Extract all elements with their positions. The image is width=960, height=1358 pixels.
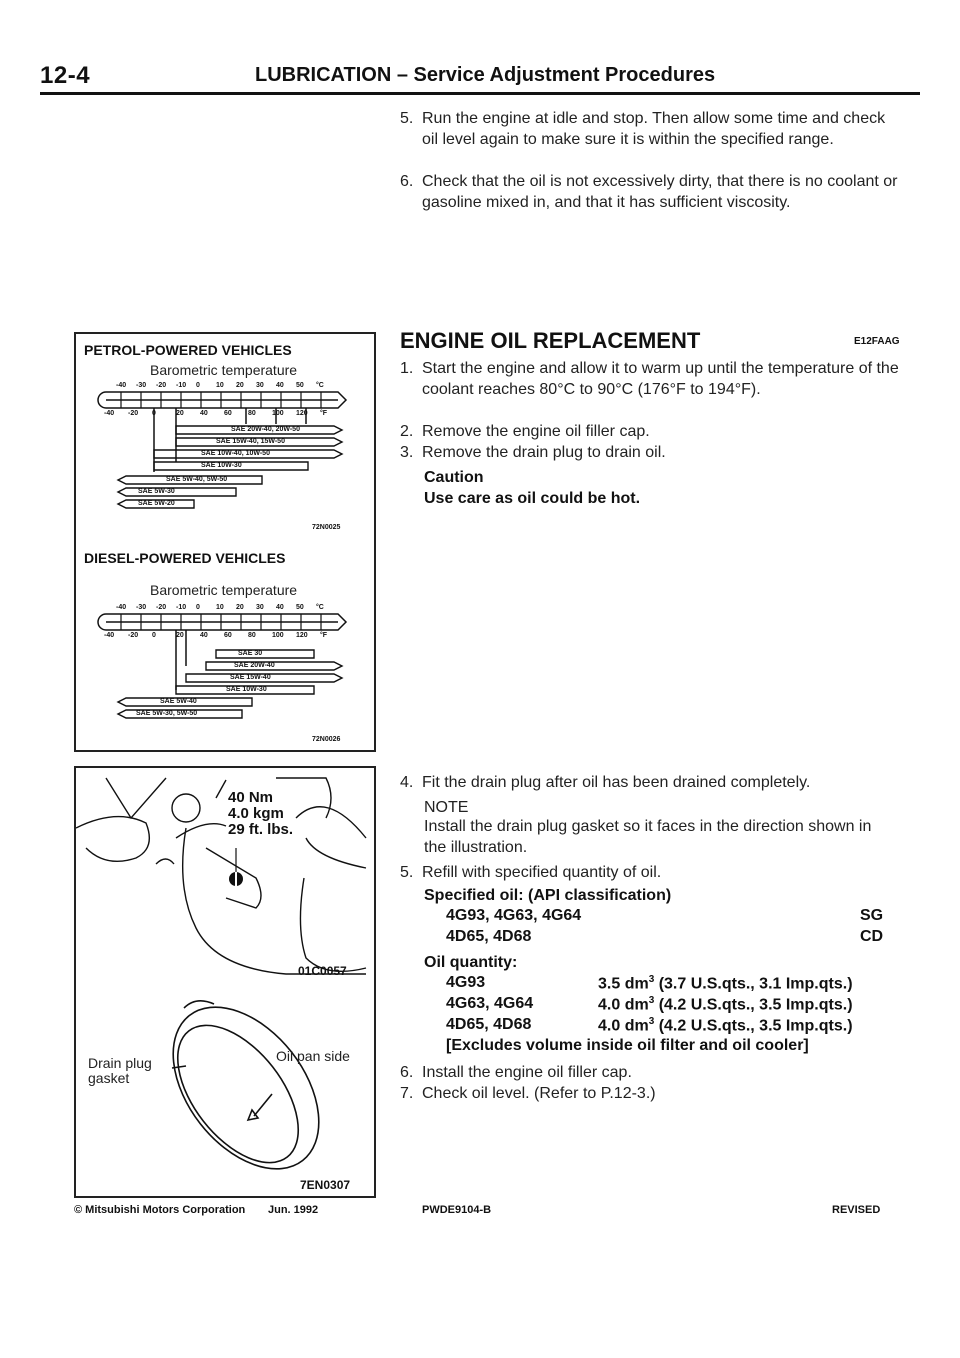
footer-status: REVISED [832,1204,881,1216]
petrol-title: PETROL-POWERED VEHICLES [84,342,292,358]
step-number: 5. [400,110,414,127]
step-number: 6. [400,1064,414,1081]
step-5-top [400,108,900,150]
drain-plug-illustration [76,768,374,1196]
diesel-grade-label: SAE 20W-40 [234,662,275,669]
qty-value [598,995,853,1014]
step-number: 5. [400,864,414,881]
step-number: 6. [400,173,414,190]
step-text: Check that the oil is not excessively dirty, that there is no coolant or gasoline mixed in, and that it has sufficient viscosity. [422,173,898,211]
petrol-grade-label: SAE 5W-20 [138,500,175,507]
scale-tick-label: -30 [136,382,147,389]
qty-value [598,1016,853,1035]
scale-tick-label: 0 [152,632,156,639]
scale-tick-label: -20 [156,382,167,389]
spec-heading: Specified oil: (API classification) [424,887,672,904]
scale-tick-label: 0 [196,382,200,389]
step-text: Start the engine and allow it to warm up until the temperature of the coolant reaches 80°C to 90°C (176°F to 194°F). [422,360,899,398]
scale-tick-label: 10 [216,382,224,389]
note-text: Install the drain plug gasket so it faces in the direction shown in the illustration. [424,818,872,856]
qty-detail: (4.2 U.S.qts., 3.5 Imp.qts.) [658,996,853,1014]
scale-tick-label: 20 [236,382,244,389]
label-line: gasket [88,1070,130,1086]
qty-amount: 4.0 dm [598,1017,649,1035]
petrol-grade-label: SAE 10W-30 [201,462,242,469]
qty-amount: 3.5 dm [598,975,649,993]
replace-step-3 [400,442,900,463]
scale-tick-label: -10 [176,604,187,611]
petrol-bar-6 [118,488,236,496]
scale-tick-label: 100 [272,410,284,417]
scale-tick-label: 50 [296,382,304,389]
qty-engines: 4D65, 4D68 [446,1016,532,1033]
scale-tick-label: -40 [104,410,115,417]
step-number: 4. [400,774,414,791]
scale-tick-label: 80 [248,410,256,417]
diesel-subtitle: Barometric temperature [150,582,298,598]
note-heading: NOTE [424,799,469,816]
scale-tick-label: 40 [276,604,284,611]
header-rule [40,92,920,95]
scale-tick-label: 120 [296,410,308,417]
qty-amount: 4.0 dm [598,996,649,1014]
label-drain-plug-gasket [88,1056,152,1086]
oil-pan-flange [296,807,366,868]
step-text: Refill with specified quantity of oil. [422,864,662,881]
step-number: 2. [400,423,414,440]
scale-tick-label: 40 [276,382,284,389]
replace-step-1 [400,358,900,400]
step-5 [400,862,900,883]
label-line: Drain plug [88,1055,152,1071]
drain-plug-panel [74,766,376,1198]
spec-grade: CD [860,928,884,945]
step-text: Remove the engine oil filler cap. [422,423,650,440]
torque-ftlbs: 29 ft. lbs. [228,821,294,838]
scale-tick-label: 80 [248,632,256,639]
scale-tick-label: 120 [296,632,308,639]
page-title: LUBRICATION – Service Adjustment Procedures [255,64,716,86]
diesel-grade-label: SAE 30 [238,650,263,657]
diesel-grade-label: SAE 5W-40 [160,698,197,705]
scale-tick-label: 40 [200,410,208,417]
step-number: 1. [400,360,414,377]
diesel-chart-svg [76,596,374,746]
diesel-bar-1 [216,650,314,658]
qty-unit-exponent: 3 [648,995,655,1006]
scale-tick-label: °C [316,604,324,611]
section-code: E12FAAG [854,336,900,347]
label-oil-pan-side: Oil pan side [276,1048,350,1064]
scale-tick-label: -40 [116,382,127,389]
caution-text: Use care as oil could be hot. [424,490,641,507]
scale-tick-label: 30 [256,382,264,389]
arrow-head-oilpan [248,1110,258,1120]
footer-copyright: © Mitsubishi Motors Corporation [74,1204,246,1216]
step-text: Fit the drain plug after oil has been drained completely. [422,774,811,791]
qty-detail: (4.2 U.S.qts., 3.5 Imp.qts.) [658,1017,853,1035]
spec-engines: 4G93, 4G63, 4G64 [446,907,582,924]
scale-tick-label: -20 [128,410,139,417]
spec-engines: 4D65, 4D68 [446,928,532,945]
petrol-subtitle: Barometric temperature [150,362,298,378]
step-number: 7. [400,1085,414,1102]
scale-tick-label: °C [316,382,324,389]
qty-unit-exponent: 3 [648,1016,655,1027]
page-number: 12-4 [40,62,91,89]
diesel-grade-label: SAE 5W-30, 5W-50 [136,710,198,717]
scale-tick-label: 40 [200,632,208,639]
qty-value [598,974,853,993]
scale-tick-label: °F [320,410,328,417]
scale-tick-label: 0 [152,410,156,417]
step-number: 3. [400,444,414,461]
petrol-grade-label: SAE 5W-40, 5W-50 [166,476,228,483]
replace-step-2 [400,421,900,442]
scale-tick-label: 20 [236,604,244,611]
figure-code-top: 01C0057 [298,964,347,978]
step-text: Install the engine oil filler cap. [422,1064,632,1081]
scale-tick-label: 0 [196,604,200,611]
section-title: ENGINE OIL REPLACEMENT [400,328,701,353]
petrol-grade-label: SAE 15W-40, 15W-50 [216,438,285,445]
gasket-outer [144,980,349,1196]
petrol-grade-label: SAE 10W-40, 10W-50 [201,450,270,457]
step-text: Run the engine at idle and stop. Then allow some time and check oil level again to make sure it is within the specified range. [422,110,886,148]
qty-engines: 4G63, 4G64 [446,995,534,1012]
scale-tick-label: -20 [156,604,167,611]
step-text: Check oil level. (Refer to P.12-3.) [422,1085,656,1102]
scale-tick-label: 100 [272,632,284,639]
scale-tick-label: -40 [116,604,127,611]
diesel-grade-label: SAE 15W-40 [230,674,271,681]
torque-nm: 40 Nm [228,789,274,806]
step-4 [400,772,900,793]
scale-tick-label: -40 [104,632,115,639]
step-text: Remove the drain plug to drain oil. [422,444,666,461]
torque-callout [228,790,293,838]
step-6 [400,1062,900,1083]
figure-code-bottom: 7EN0307 [300,1178,351,1192]
step-7 [400,1083,900,1104]
caution-heading: Caution [424,469,484,486]
qty-unit-exponent: 3 [648,974,655,985]
scale-tick-label: -30 [136,604,147,611]
filter-outline [172,794,200,822]
step-6-top [400,171,900,213]
petrol-grade-label: SAE 5W-30 [138,488,175,495]
scale-tick-label: 50 [296,604,304,611]
scale-tick-label: -10 [176,382,187,389]
scale-tick-label: 30 [256,604,264,611]
diesel-grade-label: SAE 10W-30 [226,686,267,693]
petrol-grade-label: SAE 20W-40, 20W-50 [231,426,300,433]
footer-date: Jun. 1992 [268,1204,319,1216]
qty-detail: (3.7 U.S.qts., 3.1 Imp.qts.) [658,975,853,993]
engine-outline [76,778,166,861]
viscosity-chart-panel [74,332,376,752]
spec-grade: SG [860,907,884,924]
scale-tick-label: °F [320,632,328,639]
scale-tick-label: 60 [224,410,232,417]
diesel-title: DIESEL-POWERED VEHICLES [84,550,286,566]
qty-excludes: [Excludes volume inside oil filter and oil cooler] [446,1037,809,1054]
scale-tick-label: 20 [176,410,184,417]
scale-tick-label: 10 [216,604,224,611]
scale-tick-label: 60 [224,632,232,639]
torque-kgm: 4.0 kgm [228,805,284,822]
qty-engines: 4G93 [446,974,486,991]
scale-tick-label: 20 [176,632,184,639]
petrol-figure-code: 72N0025 [312,524,341,531]
diesel-figure-code: 72N0026 [312,736,341,743]
footer-doc-code: PWDE9104-B [422,1204,492,1216]
quantity-heading: Oil quantity: [424,954,518,971]
scale-tick-label: -20 [128,632,139,639]
bolt-outline [156,859,174,864]
